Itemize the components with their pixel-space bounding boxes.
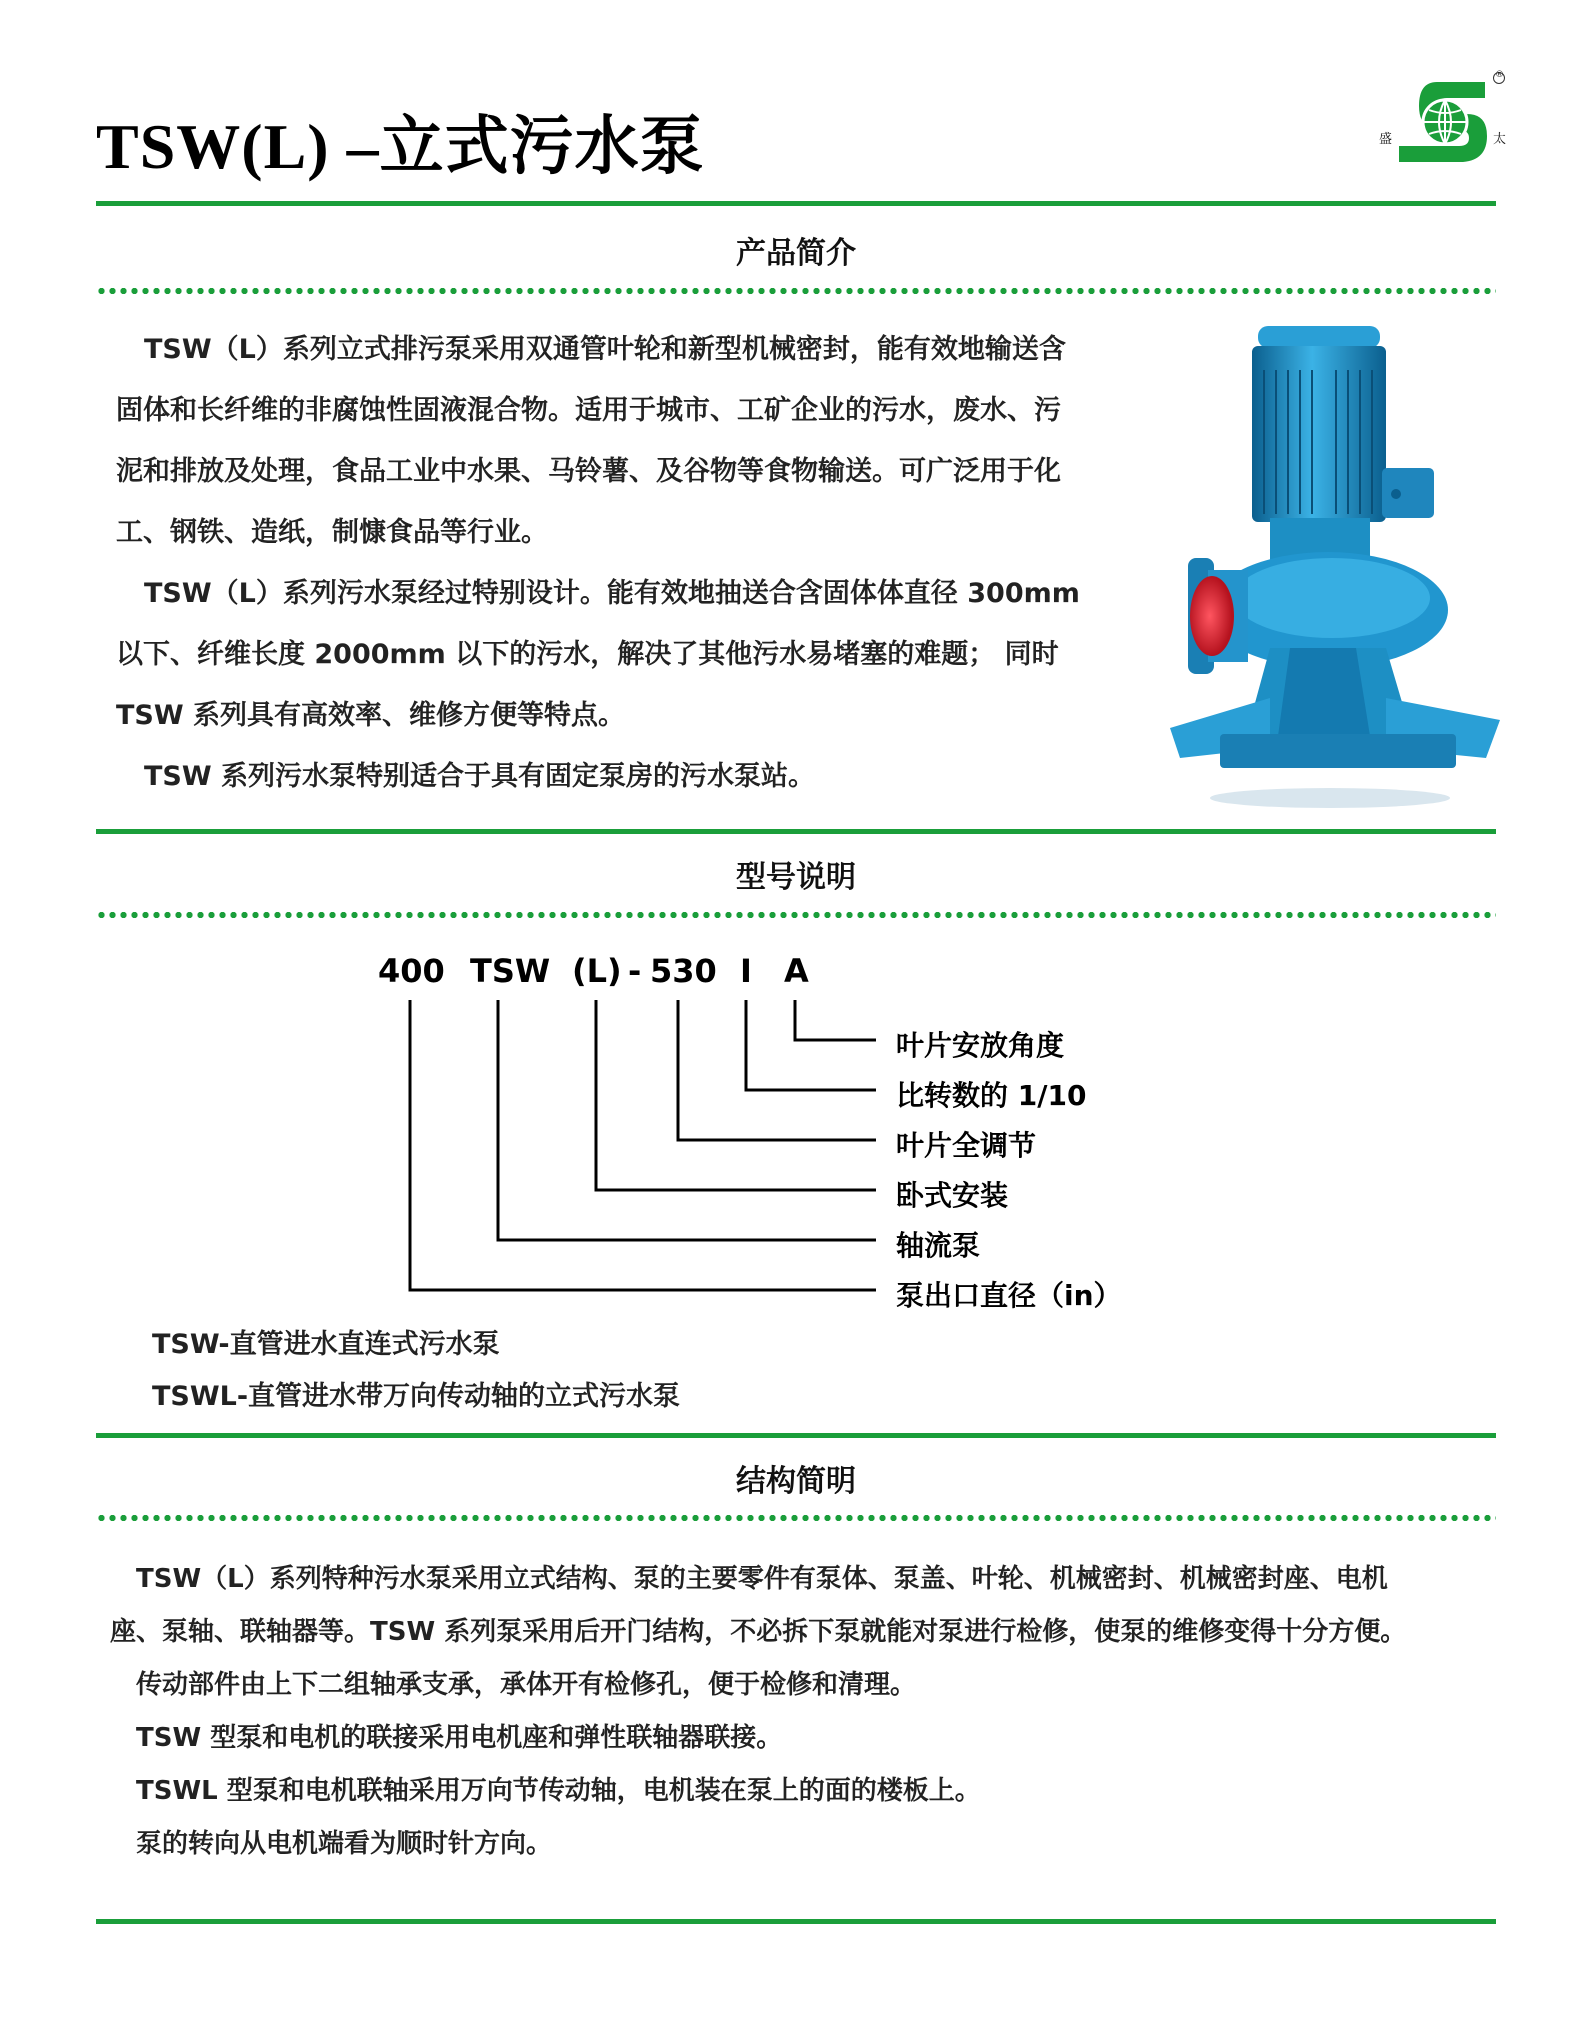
intro-line: 固体和长纤维的非腐蚀性固液混合物。适用于城市、工矿企业的污水，废水、污 bbox=[116, 395, 1061, 426]
intro-line: TSW 系列具有高效率、维修方便等特点。 bbox=[116, 700, 626, 731]
logo-left-char: 盛 bbox=[1379, 132, 1393, 147]
code-angle: A bbox=[784, 952, 809, 990]
registered-mark: ® bbox=[1495, 70, 1504, 80]
structure-line: 泵的转向从电机端看为顺时针方向。 bbox=[136, 1829, 553, 1859]
label-outlet-diameter: 泵出口直径（in） bbox=[896, 1279, 1122, 1312]
label-blade-adjust: 叶片全调节 bbox=[896, 1129, 1037, 1162]
code-roman: I bbox=[740, 952, 752, 990]
code-speed: 530 bbox=[650, 952, 717, 990]
code-series: TSW bbox=[470, 952, 551, 990]
footer-divider bbox=[96, 1919, 1496, 1924]
model-note: TSW-直管进水直连式污水泵 bbox=[152, 1329, 500, 1360]
intro-line: TSW（L）系列立式排污泵采用双通管叶轮和新型机械密封，能有效地输送含 bbox=[144, 334, 1066, 365]
structure-line: 座、泵轴、联轴器等。TSW 系列泵采用后开门结构，不必拆下泵就能对泵进行检修，使泵的维修变得十分方便。 bbox=[110, 1617, 1407, 1647]
structure-line: 传动部件由上下二组轴承支承，承体开有检修孔，便于检修和清理。 bbox=[136, 1670, 917, 1700]
structure-text bbox=[110, 1553, 1406, 1871]
structure-dotted-divider bbox=[96, 1515, 1496, 1521]
code-variant: (L) bbox=[572, 952, 622, 990]
intro-line: 泥和排放及处理，食品工业中水果、马铃薯、及谷物等食物输送。可广泛用于化 bbox=[116, 456, 1061, 487]
intro-line: TSW 系列污水泵特别适合于具有固定泵房的污水泵站。 bbox=[144, 761, 816, 792]
model-note: TSWL-直管进水带万向传动轴的立式污水泵 bbox=[152, 1381, 681, 1412]
page-title: TSW(L) –立式污水泵 bbox=[96, 111, 705, 182]
structure-line: TSWL 型泵和电机联轴采用万向节传动轴，电机装在泵上的面的楼板上。 bbox=[136, 1776, 981, 1806]
code-size: 400 bbox=[378, 952, 445, 990]
intro-line: 以下、纤维长度 2000mm 以下的污水，解决了其他污水易堵塞的难题； 同时 bbox=[116, 639, 1059, 670]
intro-heading: 产品简介 bbox=[736, 236, 856, 271]
intro-line: TSW（L）系列污水泵经过特别设计。能有效地抽送合含固体体直径 300mm bbox=[144, 578, 1080, 609]
label-blade-angle: 叶片安放角度 bbox=[896, 1029, 1065, 1062]
label-axial-pump: 轴流泵 bbox=[896, 1229, 981, 1262]
model-heading: 型号说明 bbox=[736, 860, 856, 895]
structure-line: TSW 型泵和电机的联接采用电机座和弹性联轴器联接。 bbox=[136, 1723, 783, 1753]
intro-line: 工、钢铁、造纸，制慷食品等行业。 bbox=[116, 517, 548, 548]
logo-right-char: 太 bbox=[1493, 132, 1507, 147]
structure-heading: 结构简明 bbox=[736, 1464, 856, 1499]
label-horizontal: 卧式安装 bbox=[896, 1179, 1009, 1212]
model-divider bbox=[96, 1433, 1496, 1438]
code-dash: - bbox=[628, 952, 642, 990]
label-specific-speed: 比转数的 1/10 bbox=[896, 1079, 1087, 1112]
structure-line: TSW（L）系列特种污水泵采用立式结构、泵的主要零件有泵体、泵盖、叶轮、机械密封、机械密封座、电机 bbox=[136, 1564, 1388, 1594]
